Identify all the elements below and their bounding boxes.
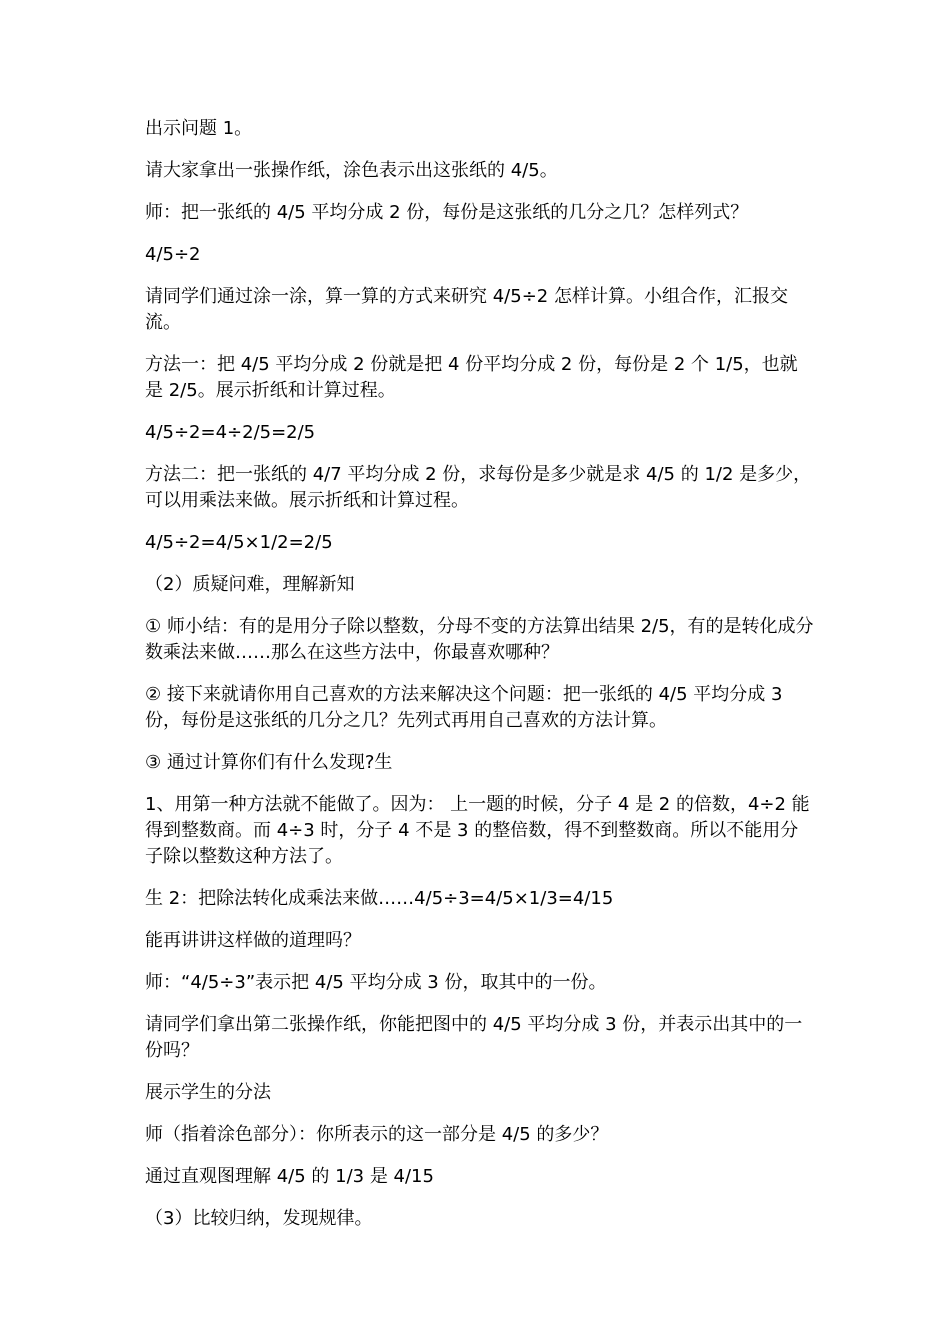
paragraph-teacher-explanation: 师：“4/5÷3”表示把 4/5 平均分成 3 份，取其中的一份。 — [145, 972, 607, 993]
paragraph-group-work: 请同学们通过涂一涂，算一算的方式来研究 4/5÷2 怎样计算。小组合作，汇报交流。 — [145, 286, 788, 333]
paragraph-follow-up-question: 能再讲讲这样做的道理吗？ — [145, 930, 361, 951]
paragraph-student-answer-1: 1、用第一种方法就不能做了。因为： 上一题的时候，分子 4 是 2 的倍数，4÷2 能得到整数商。而 4÷3 时，分子 4 不是 3 的整倍数，得不到整数商。所以不能用分子除以整数这种方法了。 — [145, 794, 810, 867]
paragraph-show-methods: 展示学生的分法 — [145, 1082, 271, 1103]
paragraph-summary-2: ② 接下来就请你用自己喜欢的方法来解决这个问题：把一张纸的 4/5 平均分成 3 份，每份是这张纸的几分之几？先列式再用自己喜欢的方法计算。 — [145, 684, 789, 731]
paragraph-summary-3: ③ 通过计算你们有什么发现?生 — [145, 752, 393, 773]
paragraph-section-heading-2: （2）质疑问难，理解新知 — [145, 574, 355, 595]
paragraph-visual-understanding: 通过直观图理解 4/5 的 1/3 是 4/15 — [145, 1166, 434, 1187]
paragraph-expression: 4/5÷2 — [145, 244, 201, 265]
paragraph-method-one-formula: 4/5÷2=4÷2/5=2/5 — [145, 422, 316, 443]
document-body — [145, 116, 815, 1248]
paragraph-second-sheet: 请同学们拿出第二张操作纸，你能把图中的 4/5 平均分成 3 份，并表示出其中的一份吗？ — [145, 1014, 803, 1061]
paragraph-method-two: 方法二：把一张纸的 4/7 平均分成 2 份，求每份是多少就是求 4/5 的 1/2 是多少，可以用乘法来做。展示折纸和计算过程。 — [145, 464, 812, 511]
paragraph-show-problem: 出示问题 1。 — [145, 118, 253, 139]
paragraph-section-heading-3: （3）比较归纳，发现规律。 — [145, 1208, 373, 1229]
paragraph-student-answer-2: 生 2：把除法转化成乘法来做……4/5÷3=4/5×1/3=4/15 — [145, 888, 614, 909]
paragraph-method-two-formula: 4/5÷2=4/5×1/2=2/5 — [145, 532, 333, 553]
paragraph-teacher-question: 师：把一张纸的 4/5 平均分成 2 份，每份是这张纸的几分之几？怎样列式？ — [145, 202, 749, 223]
paragraph-instruction: 请大家拿出一张操作纸，涂色表示出这张纸的 4/5。 — [145, 160, 558, 181]
paragraph-summary-1: ① 师小结：有的是用分子除以整数，分母不变的方法算出结果 2/5，有的是转化成分数乘法来做……那么在这些方法中，你最喜欢哪种？ — [145, 616, 814, 663]
paragraph-teacher-pointing: 师（指着涂色部分）：你所表示的这一部分是 4/5 的多少？ — [145, 1124, 609, 1145]
paragraph-method-one: 方法一：把 4/5 平均分成 2 份就是把 4 份平均分成 2 份，每份是 2 个 1/5，也就是 2/5。展示折纸和计算过程。 — [145, 354, 798, 401]
